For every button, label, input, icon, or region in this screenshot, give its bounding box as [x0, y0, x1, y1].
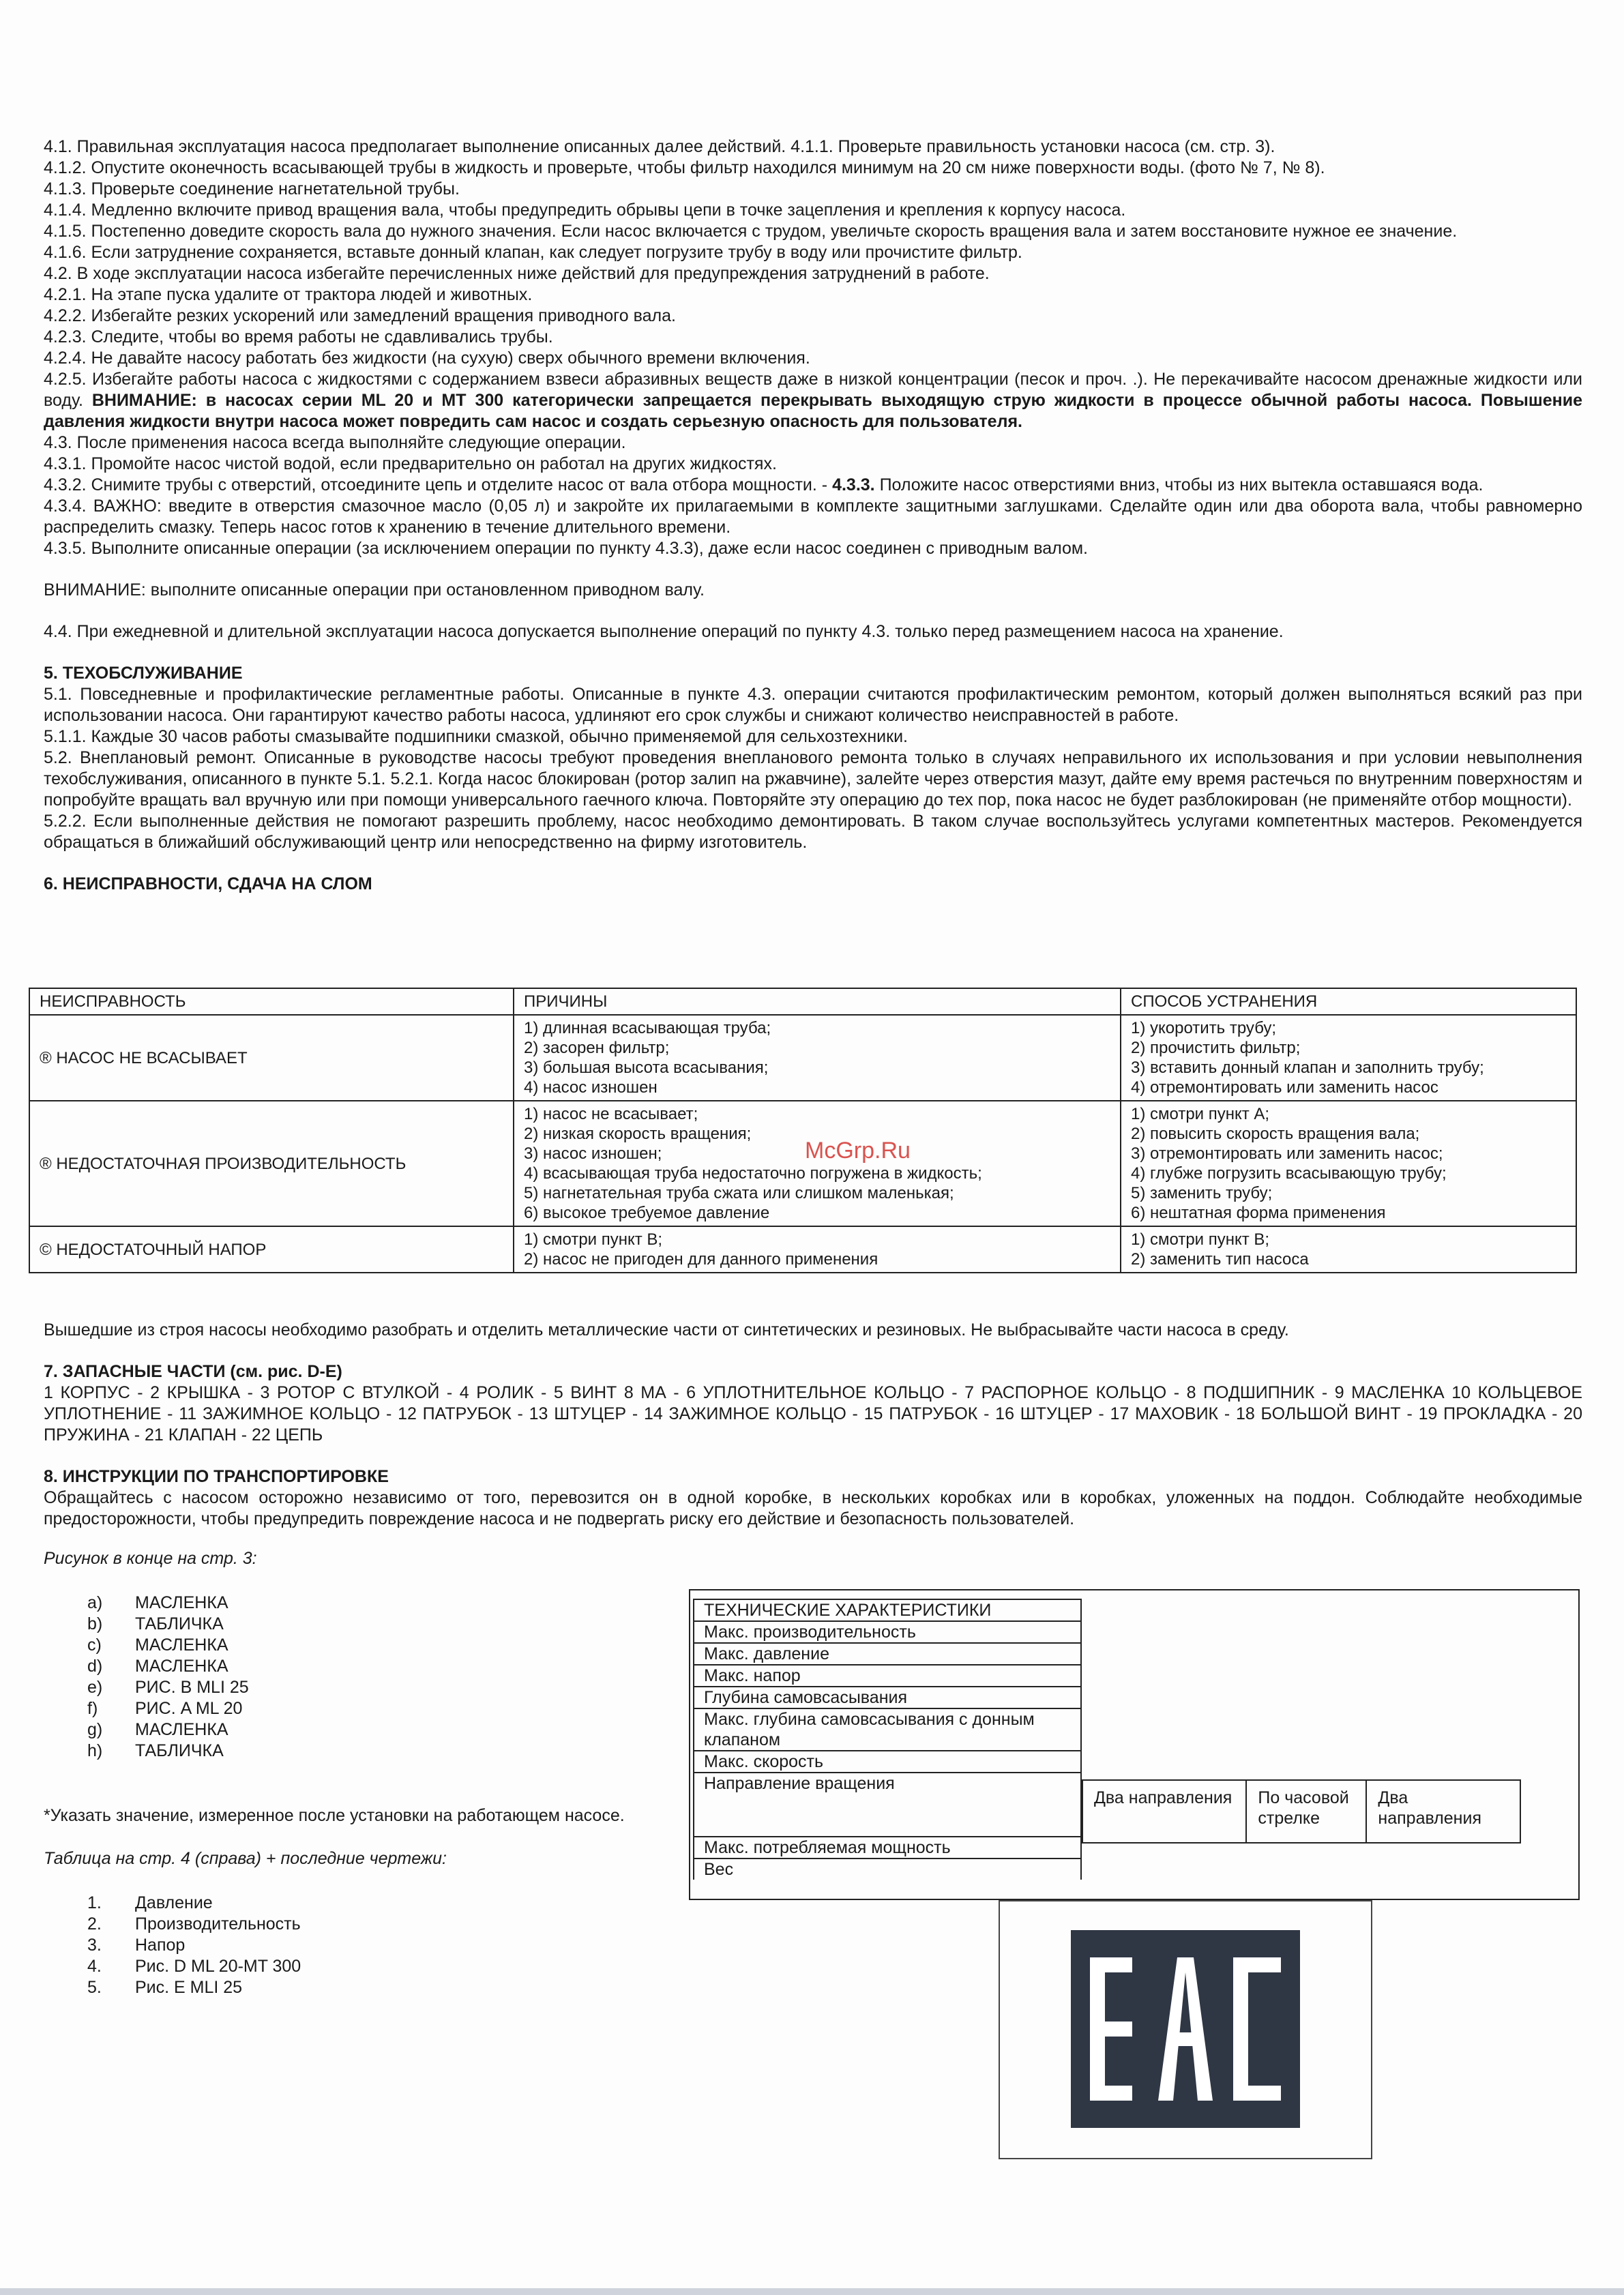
list-item: [87, 1719, 658, 1741]
paragraph-432: [44, 475, 1582, 496]
list-item: [87, 1698, 658, 1719]
paragraph: 4.1.4. Медленно включите привод вращения вала, чтобы предупредить обрывы цепи в точке зацепления и крепления к корпусу насоса.: [44, 201, 1126, 220]
watermark: McGrp.Ru: [805, 1138, 911, 1164]
paragraph: 4.1.2. Опустите оконечность всасывающей трубы в жидкость и проверьте, чтобы фильтр находился минимум на 20 см ниже поверхности воды. (фото № 7, № 8).: [44, 158, 1325, 177]
item-value: Давление: [135, 1893, 213, 1912]
item-value: МАСЛЕНКА: [135, 1593, 228, 1612]
paragraph: 5.2.2. Если выполненные действия не помогают разрешить проблему, насос необходимо демонтировать. В таком случае воспользуйтесь услугами компетентных мастеров. Рекомендуется обращаться в ближайший обслуживающий центр или непосредственно на фирму изготовитель.: [44, 812, 1582, 852]
item-value: ТАБЛИЧКА: [135, 1614, 224, 1633]
spec-row: Макс. давление: [693, 1644, 1082, 1665]
list-item: [87, 1956, 658, 1977]
tech-specs-title: ТЕХНИЧЕСКИЕ ХАРАКТЕРИСТИКИ: [693, 1599, 1082, 1622]
table-row: [29, 1015, 1576, 1101]
paragraph: 4.4. При ежедневной и длительной эксплуатации насоса допускается выполнение операций по пункту 4.3. только перед размещением насоса на хранение.: [44, 622, 1284, 641]
cause-item: 6) высокое требуемое давление: [524, 1204, 770, 1222]
paragraph: 5.1. Повседневные и профилактические регламентные работы. Описанные в пункте 4.3. операции считаются профилактическим ремонтом, который должен выполняться всякий раз при использовании насоса. Они гарантируют качество работы насоса, удлиняют его срок службы и снижают количество неисправностей в работе.: [44, 685, 1582, 725]
paragraph-text: Положите насос отверстиями вниз, чтобы из них вытекла оставшаяся вода.: [879, 475, 1483, 494]
fault-cell: ® НЕДОСТАТОЧНАЯ ПРОИЗВОДИТЕЛЬНОСТЬ: [29, 1101, 514, 1226]
cause-item: 3) большая высота всасывания;: [524, 1058, 769, 1077]
spec-row: Макс. глубина самовсасывания с донным клапаном: [693, 1709, 1082, 1751]
tech-specs-box: [689, 1589, 1580, 1900]
rotation-option: Два направления: [1365, 1781, 1520, 1842]
paragraph: 4.3. После применения насоса всегда выполняйте следующие операции.: [44, 433, 626, 452]
paragraph: 4.2.1. На этапе пуска удалите от трактора людей и животных.: [44, 285, 533, 304]
paragraph: 4.3.1. Промойте насос чистой водой, если предварительно он работал на других жидкостях.: [44, 454, 777, 473]
list-item: [87, 1593, 658, 1614]
paragraph-ref: 4.3.3.: [832, 475, 875, 494]
item-key: e): [87, 1678, 103, 1697]
heading-8: 8. ИНСТРУКЦИИ ПО ТРАНСПОРТИРОВКЕ: [44, 1467, 389, 1486]
fault-cell: ® НАСОС НЕ ВСАСЫВАЕТ: [29, 1015, 514, 1101]
table-caption: Таблица на стр. 4 (справа) + последние чертежи:: [44, 1849, 447, 1868]
list-item: [87, 1677, 658, 1698]
remedy-item: 3) вставить донный клапан и заполнить трубу;: [1131, 1058, 1484, 1077]
paragraph: 4.1.6. Если затруднение сохраняется, вставьте донный клапан, как следует погрузите трубу в воду или прочистите фильтр.: [44, 243, 1022, 262]
remedies-cell: [1121, 1226, 1576, 1273]
list-item: [87, 1614, 658, 1635]
item-value: РИС. A ML 20: [135, 1699, 243, 1718]
remedy-item: 1) смотри пункт В;: [1131, 1230, 1270, 1249]
paragraph: 4.1. Правильная эксплуатация насоса предполагает выполнение описанных далее действий. 4.1.1. Проверьте правильность установки насоса (см. стр. 3).: [44, 137, 1275, 156]
remedy-item: 2) повысить скорость вращения вала;: [1131, 1125, 1420, 1143]
heading-7: 7. ЗАПАСНЫЕ ЧАСТИ (см. рис. D-E): [44, 1362, 342, 1381]
tech-specs-column: [693, 1599, 1082, 1880]
causes-cell: [514, 1101, 1121, 1226]
spec-row: Макс. скорость: [693, 1751, 1082, 1773]
item-key: 2.: [87, 1914, 102, 1934]
item-key: h): [87, 1741, 103, 1760]
paragraph: 5.2. Внеплановый ремонт. Описанные в руководстве насосы требуют проведения внепланового ремонта только в случаях неправильного их использования и при условии невыполнения техобслуживания, описанного в пункте 5.1. 5.2.1. Когда насос блокирован (ротор залип на ржавчине), залейте через отверстия мазут, дайте ему время растечься по внутренним поверхностям и попробуйте вращать вал вручную или при помощи универсального гаечного ключа. Повторяйте эту операцию до тех пор, пока насос не будет разблокирован (не применяйте отбор мощности).: [44, 748, 1582, 810]
item-key: 1.: [87, 1893, 102, 1912]
remedy-item: 1) смотри пункт А;: [1131, 1105, 1270, 1123]
remedy-item: 4) отремонтировать или заменить насос: [1131, 1078, 1438, 1097]
causes-cell: [514, 1015, 1121, 1101]
table-header-row: [29, 988, 1576, 1015]
spec-row: Направление вращения: [693, 1773, 1082, 1837]
item-key: f): [87, 1699, 98, 1718]
cause-item: 4) насос изношен: [524, 1078, 658, 1097]
item-value: Рис. D ML 20-MT 300: [135, 1957, 301, 1976]
spec-row: Макс. потребляемая мощность: [693, 1837, 1082, 1859]
spec-row: Глубина самовсасывания: [693, 1687, 1082, 1709]
section-7-8: [44, 1320, 1582, 1530]
rotation-option: По часовой стрелке: [1245, 1781, 1365, 1842]
item-key: g): [87, 1720, 103, 1739]
item-key: b): [87, 1614, 103, 1633]
cause-item: 1) длинная всасывающая труба;: [524, 1019, 771, 1037]
disposal-note: Вышедшие из строя насосы необходимо разобрать и отделить металлические части от синтетических и резиновых. Не выбрасывайте части насоса в среду.: [44, 1320, 1289, 1339]
paragraph: 4.3.4. ВАЖНО: введите в отверстия смазочное масло (0,05 л) и закройте их прилагаемыми в комплекте защитными заглушками. Сделайте один или два оборота вала, чтобы равномерно распределить смазку. Теперь насос готов к хранению в течение длительного времени.: [44, 497, 1582, 537]
header-cell: ПРИЧИНЫ: [514, 988, 1121, 1015]
paragraph: 4.2. В ходе эксплуатации насоса избегайте перечисленных ниже действий для предупреждения затруднений в работе.: [44, 264, 990, 283]
item-key: d): [87, 1657, 103, 1676]
list-item: [87, 1935, 658, 1956]
cause-item: 2) низкая скорость вращения;: [524, 1125, 752, 1143]
cause-item: 4) всасывающая труба недостаточно погружена в жидкость;: [524, 1164, 982, 1183]
remedies-cell: [1121, 1101, 1576, 1226]
item-value: Производительность: [135, 1914, 301, 1934]
paragraph: 4.3.5. Выполните описанные операции (за исключением операции по пункту 4.3.3), даже если насос соединен с приводным валом.: [44, 539, 1089, 558]
item-value: Рис. E MLI 25: [135, 1978, 243, 1997]
figure-legend: [44, 1548, 658, 1998]
faults-table: [29, 988, 1577, 1273]
list-item: [87, 1893, 658, 1914]
header-cell: СПОСОБ УСТРАНЕНИЯ: [1121, 988, 1576, 1015]
heading-6: 6. НЕИСПРАВНОСТИ, СДАЧА НА СЛОМ: [44, 874, 372, 893]
remedy-item: 2) прочистить фильтр;: [1131, 1039, 1301, 1057]
remedy-item: 4) глубже погрузить всасывающую трубу;: [1131, 1164, 1447, 1183]
spec-row: Вес: [693, 1859, 1082, 1880]
item-key: 3.: [87, 1936, 102, 1955]
cause-item: 2) засорен фильтр;: [524, 1039, 670, 1057]
eac-mark-box: [999, 1900, 1372, 2159]
fault-cell: © НЕДОСТАТОЧНЫЙ НАПОР: [29, 1226, 514, 1273]
remedies-cell: [1121, 1015, 1576, 1101]
paragraph-text: 4.2.5. Избегайте работы насоса с жидкостями с содержанием взвеси абразивных веществ даже в низкой концентрации (песок и проч. .). Не перекачивайте насосом дренажные жидкости или воду.: [44, 370, 1582, 410]
item-key: a): [87, 1593, 103, 1612]
table-list: [87, 1893, 658, 1998]
cause-item: 1) смотри пункт В;: [524, 1230, 663, 1249]
paragraph: 4.1.5. Постепенно доведите скорость вала до нужного значения. Если насос включается с трудом, увеличьте скорость вращения вала и затем восстановите нужное ее значение.: [44, 222, 1458, 241]
cause-item: 3) насос изношен;: [524, 1144, 662, 1163]
rotation-options: [1082, 1779, 1521, 1844]
paragraph: 4.1.3. Проверьте соединение нагнетательной трубы.: [44, 179, 460, 198]
paragraph: 4.2.3. Следите, чтобы во время работы не сдавливались трубы.: [44, 327, 553, 346]
list-item: [87, 1741, 658, 1762]
header-cell: НЕИСПРАВНОСТЬ: [29, 988, 514, 1015]
item-value: МАСЛЕНКА: [135, 1657, 228, 1676]
item-key: 5.: [87, 1978, 102, 1997]
paragraph: 4.2.4. Не давайте насосу работать без жидкости (на сухую) сверх обычного времени включения.: [44, 349, 810, 368]
table-row: [29, 1226, 1576, 1273]
footnote: *Указать значение, измеренное после установки на работающем насосе.: [44, 1806, 625, 1825]
list-item: [87, 1656, 658, 1677]
warning-text: ВНИМАНИЕ: в насосах серии ML 20 и MT 300 категорически запрещается перекрывать выходящую струю жидкости в процессе обычной работы насоса. Повышение давления жидкости внутри насоса может повредить сам насос и создать серьезную опасность для пользователя.: [44, 391, 1582, 431]
item-key: 4.: [87, 1957, 102, 1976]
item-value: ТАБЛИЧКА: [135, 1741, 224, 1760]
item-value: МАСЛЕНКА: [135, 1720, 228, 1739]
causes-cell: [514, 1226, 1121, 1273]
list-item: [87, 1977, 658, 1998]
item-value: МАСЛЕНКА: [135, 1635, 228, 1655]
remedy-item: 2) заменить тип насоса: [1131, 1250, 1309, 1269]
paragraph: 4.2.2. Избегайте резких ускорений или замедлений вращения приводного вала.: [44, 306, 676, 325]
list-item: [87, 1635, 658, 1656]
heading-5: 5. ТЕХОБСЛУЖИВАНИЕ: [44, 664, 243, 683]
attention-note: ВНИМАНИЕ: выполните описанные операции при остановленном приводном валу.: [44, 580, 705, 599]
list-item: [87, 1914, 658, 1935]
cause-item: 5) нагнетательная труба сжата или слишком маленькая;: [524, 1184, 954, 1202]
cause-item: 1) насос не всасывает;: [524, 1105, 698, 1123]
eac-logo: [1071, 1930, 1300, 2128]
spare-parts-list: 1 КОРПУС - 2 КРЫШКА - 3 РОТОР С ВТУЛКОЙ - 4 РОЛИК - 5 ВИНТ 8 МА - 6 УПЛОТНИТЕЛЬНОЕ КОЛЬЦО - 7 РАСПОРНОЕ КОЛЬЦО - 8 ПОДШИПНИК - 9 МАСЛЕНКА 10 КОЛЬЦЕВОЕ УПЛОТНЕНИЕ - 11 ЗАЖИМНОЕ КОЛЬЦО - 12 ПАТРУБОК - 13 ШТУЦЕР - 14 ЗАЖИМНОЕ КОЛЬЦО - 15 ПАТРУБОК - 16 ШТУЦЕР - 17 МАХОВИК - 18 БОЛЬШОЙ ВИНТ - 19 ПРОКЛАДКА - 20 ПРУЖИНА - 21 КЛАПАН - 22 ЦЕПЬ: [44, 1383, 1582, 1445]
section-4: [44, 136, 1582, 895]
paragraph-425: [44, 369, 1582, 432]
remedy-item: 1) укоротить трубу;: [1131, 1019, 1277, 1037]
rotation-option: Два направления: [1094, 1788, 1232, 1807]
eac-logo-icon: [1071, 1930, 1300, 2128]
scan-edge: [0, 2288, 1624, 2295]
remedy-item: 6) нештатная форма применения: [1131, 1204, 1386, 1222]
paragraph: 5.1.1. Каждые 30 часов работы смазывайте подшипники смазкой, обычно применяемой для сельхозтехники.: [44, 727, 908, 746]
item-value: РИС. В MLI 25: [135, 1678, 249, 1697]
spec-row: Макс. производительность: [693, 1622, 1082, 1644]
remedy-item: 3) отремонтировать или заменить насос;: [1131, 1144, 1443, 1163]
item-key: c): [87, 1635, 102, 1655]
cause-item: 2) насос не пригоден для данного применения: [524, 1250, 879, 1269]
item-value: Напор: [135, 1936, 186, 1955]
figure-list: [87, 1593, 658, 1762]
transport-instructions: Обращайтесь с насосом осторожно независимо от того, перевозится он в одной коробке, в нескольких коробках или в коробках, уложенных на поддон. Соблюдайте необходимые предосторожности, чтобы предупредить повреждение насоса и не подвергать риску его действие и безопасность пользователей.: [44, 1488, 1582, 1528]
spec-row: Макс. напор: [693, 1665, 1082, 1687]
paragraph-text: 4.3.2. Снимите трубы с отверстий, отсоедините цепь и отделите насос от вала отбора мощности. -: [44, 475, 828, 494]
figure-caption: Рисунок в конце на стр. 3:: [44, 1549, 257, 1568]
table-row: [29, 1101, 1576, 1226]
remedy-item: 5) заменить трубу;: [1131, 1184, 1273, 1202]
